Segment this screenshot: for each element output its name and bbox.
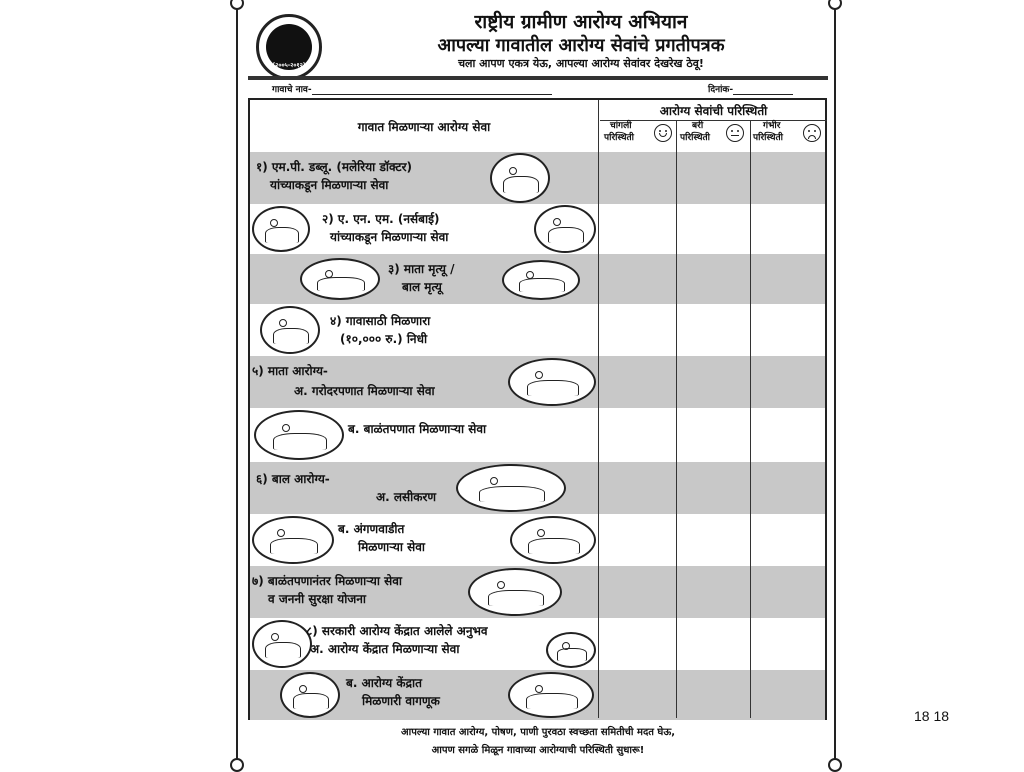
report-card-sheet bbox=[236, 0, 836, 768]
table-row: ५) माता आरोग्य- अ. गरोदरपणात मिळणाऱ्या सेवा bbox=[250, 356, 825, 408]
status-column-header: आरोग्य सेवांची परिस्थिती bbox=[600, 100, 827, 121]
table-row: ८) सरकारी आरोग्य केंद्रात आलेले अनुभव अ. आरोग्य केंद्रात मिळणाऱ्या सेवा bbox=[250, 618, 825, 670]
table-row: ब. बाळंतपणात मिळणाऱ्या सेवा bbox=[250, 408, 825, 462]
condition-serious: गंभीर परिस्थिती bbox=[753, 120, 825, 152]
village-meeting-illustration bbox=[260, 306, 320, 354]
anganwadi-class-illustration bbox=[252, 516, 334, 564]
page-title: राष्ट्रीय ग्रामीण आरोग्य अभियान bbox=[474, 11, 688, 33]
footer-note bbox=[248, 724, 828, 760]
table-row: २) ए. एन. एम. (नर्सबाई) यांच्याकडून मिळणाऱ्या सेवा bbox=[250, 204, 825, 254]
footer-line-1: आपल्या गावात आरोग्य, पोषण, पाणी पुरवठा स्वच्छता समितीची मदत घेऊ, bbox=[400, 727, 675, 738]
table-row: ४) गावासाठी मिळणारा (१०,००० रु.) निधी bbox=[250, 304, 825, 356]
anganwadi-children-illustration bbox=[510, 516, 596, 564]
delivery-care-illustration bbox=[254, 410, 344, 460]
page-number: 18 18 bbox=[914, 708, 950, 724]
corner-ring-top-right bbox=[828, 0, 842, 10]
date-label: दिनांक- bbox=[708, 85, 734, 95]
postnatal-care-illustration bbox=[468, 568, 562, 616]
corner-ring-bottom-right bbox=[828, 758, 842, 772]
patient-waiting-illustration bbox=[280, 672, 340, 718]
infant-deceased-illustration bbox=[502, 260, 580, 300]
vaccination-illustration bbox=[456, 464, 566, 512]
page-subtitle: आपल्या गावातील आरोग्य सेवांचे प्रगतीपत्रक bbox=[437, 35, 725, 56]
table-row: ६) बाल आरोग्य- अ. लसीकरण bbox=[250, 462, 825, 514]
divider-services bbox=[598, 100, 599, 718]
corner-ring-top-left bbox=[230, 0, 244, 10]
nurse-bedside-illustration bbox=[252, 206, 310, 252]
condition-ok: बरी परिस्थिती bbox=[680, 120, 750, 152]
divider-ok bbox=[750, 120, 751, 718]
corner-ring-bottom-left bbox=[230, 758, 244, 772]
neutral-face-icon bbox=[726, 124, 744, 142]
services-column-header: गावात मिळणाऱ्या आरोग्य सेवा bbox=[357, 119, 491, 134]
pregnancy-care-illustration bbox=[508, 358, 596, 406]
sad-face-icon bbox=[803, 124, 821, 142]
date-field bbox=[708, 82, 793, 95]
services-table bbox=[248, 98, 827, 720]
logo-years: (२००५-२०१२) bbox=[272, 62, 306, 69]
village-name-field bbox=[272, 82, 552, 95]
health-centre-queue-illustration bbox=[252, 620, 312, 668]
table-row: ३) माता मृत्यू / बाल मृत्यू bbox=[250, 254, 825, 304]
nrhm-logo bbox=[256, 14, 322, 80]
table-row: ब. आरोग्य केंद्रात मिळणारी वागणूक bbox=[250, 670, 825, 720]
table-row: ब. अंगणवाडीत मिळणाऱ्या सेवा bbox=[250, 514, 825, 566]
village-name-label: गावाचे नाव- bbox=[272, 85, 312, 95]
nurse-woman-illustration bbox=[534, 205, 596, 253]
table-row: १) एम.पी. डब्लू. (मलेरिया डॉक्टर) यांच्याकडून मिळणाऱ्या सेवा bbox=[250, 152, 825, 204]
tagline: चला आपण एकत्र येऊ, आपल्या आरोग्य सेवांवर देखरेख ठेवू! bbox=[458, 57, 704, 70]
smile-face-icon bbox=[654, 124, 672, 142]
mother-deceased-illustration bbox=[300, 258, 380, 300]
header-divider bbox=[248, 76, 828, 80]
doctor-treatment-illustration bbox=[508, 672, 594, 718]
table-row: ७) बाळंतपणानंतर मिळणाऱ्या सेवा व जननी सुरक्षा योजना bbox=[250, 566, 825, 618]
divider-good bbox=[676, 120, 677, 718]
footer-line-2: आपण सगळे मिळून गावाच्या आरोग्याची परिस्थिती सुधारू! bbox=[431, 745, 645, 756]
condition-good: चांगली परिस्थिती bbox=[604, 120, 678, 152]
doctor-illustration bbox=[490, 153, 550, 203]
ambulance-illustration bbox=[546, 632, 596, 668]
